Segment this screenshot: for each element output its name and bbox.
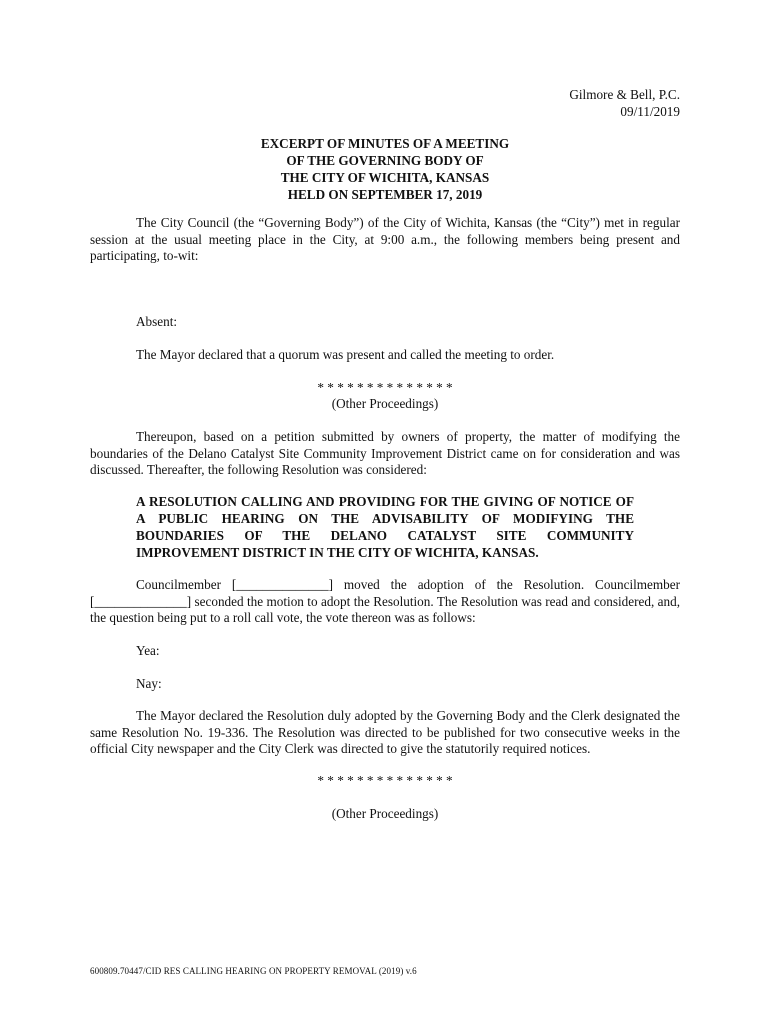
firm-name: Gilmore & Bell, P.C. — [569, 87, 680, 102]
separator-stars-2: * * * * * * * * * * * * * * — [317, 773, 453, 788]
absent-label: Absent: — [136, 314, 178, 329]
nay-label: Nay: — [136, 676, 162, 691]
petition-paragraph: Thereupon, based on a petition submitted by owners of property, the matter of modifying the boundaries of the Delano Catalyst Site Community Improvement District came on for consideration and was discussed. Thereafter, the following Resolution was considered: — [90, 429, 680, 478]
motion-paragraph: Councilmember [______________] moved the adoption of the Resolution. Councilmember [______________] seconded the motion to adopt the Resolution. The Resolution was read and considered, and, the question being put to a roll call vote, the vote thereon was as follows: — [90, 577, 680, 626]
other-proceedings-1: (Other Proceedings) — [331, 396, 439, 411]
title-line-4: HELD ON SEPTEMBER 17, 2019 — [287, 187, 483, 202]
adopted-paragraph: The Mayor declared the Resolution duly adopted by the Governing Body and the Clerk designated the same Resolution No. 19-336. The Resolution was directed to be published for two consecutive weeks in the official City newspaper and the City Clerk was directed to give the statutorily required notices. — [90, 708, 680, 757]
other-proceedings-2: (Other Proceedings) — [331, 806, 439, 821]
intro-paragraph: The City Council (the “Governing Body”) of the City of Wichita, Kansas (the “City”) met in regular session at the usual meeting place in the City, at 9:00 a.m., the following members being present and participating, to-wit: — [90, 215, 680, 264]
document-title — [0, 135, 770, 203]
title-line-2: OF THE GOVERNING BODY OF — [286, 153, 484, 168]
title-line-3: THE CITY OF WICHITA, KANSAS — [280, 170, 490, 185]
resolution-title: A RESOLUTION CALLING AND PROVIDING FOR THE GIVING OF NOTICE OF A PUBLIC HEARING ON THE ADVISABILITY OF MODIFYING THE BOUNDARIES OF THE DELANO CATALYST SITE COMMUNITY IMPROVEMENT DISTRICT IN THE CITY OF WICHITA, KANSAS. — [136, 494, 634, 560]
header-date: 09/11/2019 — [620, 104, 680, 119]
yea-label: Yea: — [136, 643, 160, 658]
footer-doc-id: 600809.70447/CID RES CALLING HEARING ON PROPERTY REMOVAL (2019) v.6 — [90, 966, 417, 976]
quorum-paragraph: The Mayor declared that a quorum was present and called the meeting to order. — [136, 347, 555, 362]
title-line-1: EXCERPT OF MINUTES OF A MEETING — [260, 136, 510, 151]
separator-stars-1: * * * * * * * * * * * * * * — [317, 380, 453, 395]
header-block — [569, 86, 680, 120]
